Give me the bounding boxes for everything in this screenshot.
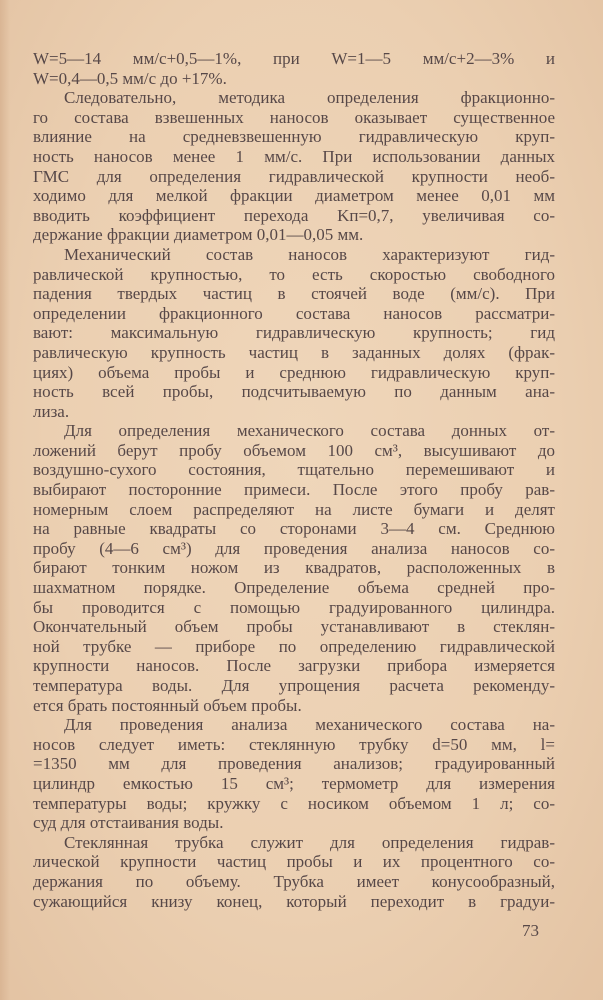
page-number: 73 — [522, 921, 539, 940]
page-body-text — [33, 49, 555, 911]
text-line: ность всей пробы, подсчитываемую по данным ана- — [33, 382, 555, 402]
text-line: пробу (4—6 см³) для проведения анализа наносов со- — [33, 538, 555, 558]
paragraph — [33, 715, 555, 833]
text-line: вают: максимальную гидравлическую крупность; гид — [33, 323, 555, 343]
text-line: номерным слоем распределяют на листе бумаги и делят — [33, 499, 555, 519]
text-line: равлической крупностью, то есть скоростью свободного — [33, 264, 555, 284]
text-line: температура воды. Для упрощения расчета рекоменду- — [33, 676, 555, 695]
text-line: сужающийся книзу конец, который переходит в градуи- — [33, 891, 555, 911]
text-line: шахматном порядке. Определение объема средней про- — [33, 578, 555, 598]
text-line: носов следует иметь: стеклянную трубку d=50 мм, l= — [33, 734, 555, 754]
text-line: Окончательный объем пробы устанавливают в стеклян- — [33, 617, 555, 637]
paragraph — [33, 245, 555, 421]
paragraph — [33, 421, 555, 715]
text-line: Механический состав наносов характеризуют гид- — [64, 244, 555, 264]
text-line: воздушно-сухого состояния, тщательно перемешивают и — [33, 460, 555, 480]
text-line: Следовательно, методика определения фракционно- — [64, 88, 555, 108]
text-line: бы проводится с помощью градуированного цилиндра. — [33, 597, 555, 617]
text-line: лической крупности частиц пробы и их процентного со- — [33, 852, 555, 872]
text-line: вводить коэффициент перехода Kп=0,7, увеличивая со- — [33, 205, 555, 225]
text-line: ложений берут пробу объемом 100 см³, высушивают до — [33, 440, 555, 460]
text-line: =1350 мм для проведения анализов; градуированный — [33, 754, 555, 774]
text-line: лиза. — [33, 401, 70, 421]
text-line: крупности наносов. После загрузки прибора измеряется — [33, 656, 555, 676]
page-edge-shadow — [0, 0, 10, 1000]
text-line: влияние на средневзвешенную гидравлическую круп- — [33, 127, 555, 147]
text-line: циях) объема пробы и среднюю гидравлическую круп- — [33, 362, 555, 382]
text-line: на равные квадраты со сторонами 3—4 см. Среднюю — [33, 519, 555, 539]
text-line: падения твердых частиц в стоячей воде (мм/с). При — [33, 284, 555, 304]
text-line: цилиндр емкостью 15 см³; термометр для измерения — [33, 773, 555, 793]
text-line: W=5—14 мм/с+0,5—1%, при W=1—5 мм/с+2—3% и — [33, 49, 555, 68]
paragraph — [33, 88, 555, 245]
text-line: ность наносов менее 1 мм/с. При использовании данных — [33, 146, 555, 166]
text-line: го состава взвешенных наносов оказывает существенное — [33, 107, 555, 127]
text-line: ной трубке — приборе по определению гидравлической — [33, 636, 555, 656]
text-line: выбирают посторонние примеси. После этого пробу рав- — [33, 480, 555, 500]
text-line: бирают тонким ножом из квадратов, расположенных в — [33, 558, 555, 578]
text-line: температуры воды; кружку с носиком объемом 1 л; со- — [33, 793, 555, 813]
text-line: определении фракционного состава наносов рассматри- — [33, 303, 555, 323]
text-line: ходимо для мелкой фракции диаметром менее 0,01 мм — [33, 186, 555, 206]
text-line: держание фракции диаметром 0,01—0,05 мм. — [33, 225, 364, 245]
text-line: держания по объему. Трубка имеет конусообразный, — [33, 871, 555, 891]
text-line: Для определения механического состава донных от- — [64, 421, 555, 441]
text-line: ется брать постоянный объем пробы. — [33, 695, 302, 715]
paragraph — [33, 833, 555, 911]
text-line: Стеклянная трубка служит для определения гидрав- — [64, 832, 555, 852]
paragraph — [33, 49, 555, 88]
text-line: суд для отстаивания воды. — [33, 813, 224, 833]
text-line: равлическую крупность частиц в заданных долях (фрак- — [33, 342, 555, 362]
text-line: ГМС для определения гидравлической крупности необ- — [33, 166, 555, 186]
text-line: Для проведения анализа механического состава на- — [64, 715, 555, 735]
text-line: W=0,4—0,5 мм/с до +17%. — [33, 68, 227, 88]
